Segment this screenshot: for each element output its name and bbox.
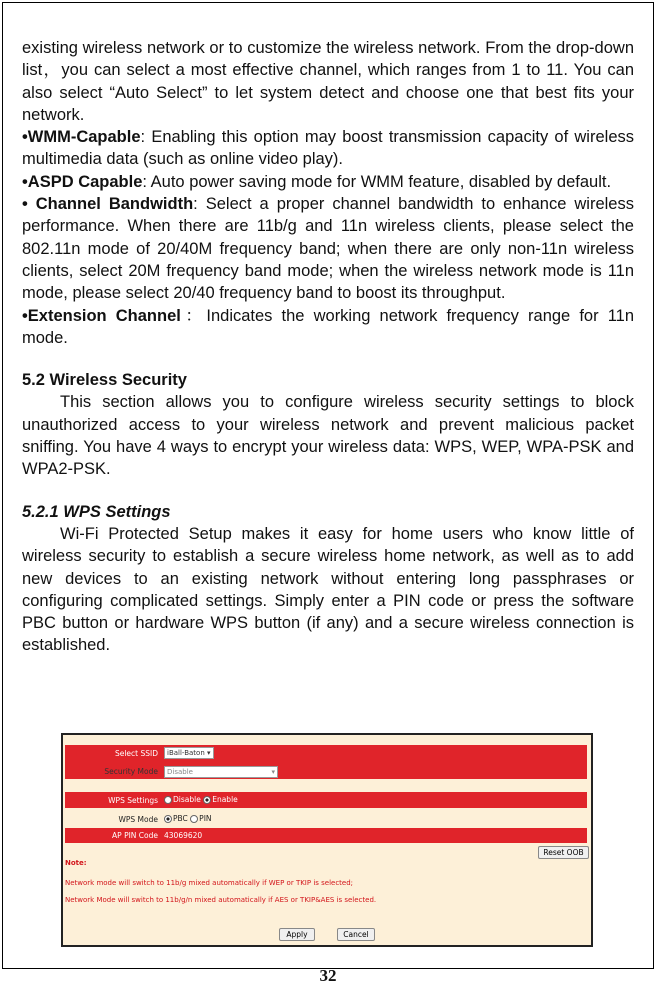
wps-enable-radio[interactable] [203, 796, 211, 804]
bandwidth-term: Channel Bandwidth [35, 195, 194, 214]
ap-pin-value: 43069620 [164, 831, 203, 840]
note-line-1: Network mode will switch to 11b/g mixed automatically if WEP or TKIP is selected; [65, 879, 354, 887]
wps-disable-label: Disable [173, 795, 201, 804]
security-mode-value: Disable [167, 768, 193, 776]
section-heading: 5.2 Wireless Security [22, 371, 187, 390]
note-line-2: Network Mode will switch to 11b/g/n mixed automatically if AES or TKIP&AES is selected. [65, 896, 377, 904]
wmm-bullet [22, 126, 634, 171]
reset-oob-button[interactable]: Reset OOB [538, 846, 589, 859]
bandwidth-text: : Select a proper channel bandwidth to enhance wireless performance. When there are 11b/g and 11n wireless clients, please select the 802.11n mode of 20/40M frequency band; when there are only non-11n wireless clients, select 20M frequency band mode; when the wireless network mode is 11n mode, please select 20/40 frequency band to boost its throughput. [22, 195, 634, 303]
page-number: 32 [319, 966, 337, 985]
wps-mode-label: WPS Mode [118, 815, 158, 824]
intro-paragraph: existing wireless network or to customize the wireless network. From the drop-down list，you can select a most effective channel, which ranges from 1 to 11. You can also select “Auto Select” to let system detect and choose one that best fits your network. [22, 39, 634, 124]
wps-enable-label: Enable [212, 795, 238, 804]
wps-mode-pin-label: PIN [199, 814, 212, 823]
select-ssid-label: Select SSID [114, 749, 158, 758]
wmm-text: : Enabling this option may boost transmission capacity of wireless multimedia data (such as online video play). [22, 128, 634, 169]
security-mode-dropdown[interactable] [164, 766, 278, 778]
bandwidth-bullet [22, 193, 634, 304]
note-title: Note: [65, 859, 87, 867]
chevron-down-icon: ▾ [271, 768, 275, 776]
extension-text: ：Indicates the working network frequency range for 11n mode. [22, 306, 635, 347]
wps-settings-screenshot [61, 733, 593, 947]
ap-pin-label: AP PIN Code [112, 831, 158, 840]
extension-bullet [22, 305, 634, 350]
wps-mode-pbc-label: PBC [173, 814, 188, 823]
security-mode-label: Security Mode [104, 767, 158, 776]
subsection-body: Wi-Fi Protected Setup makes it easy for home users who know little of wireless security to establish a secure wireless home network, as well as to add new devices to an existing network without entering long passphrases or configuring complicated settings. Simply enter a PIN code or press the software PBC button or hardware WPS button (if any) and a secure wireless connection is established. [22, 524, 634, 655]
extension-term: Extension Channel [27, 306, 181, 325]
wps-mode-pbc-radio[interactable] [164, 815, 172, 823]
wmm-term: WMM-Capable [27, 128, 141, 147]
aspd-term: ASPD Capable [27, 172, 143, 191]
wps-disable-radio[interactable] [164, 796, 172, 804]
aspd-text: : Auto power saving mode for WMM feature, disabled by default. [142, 172, 612, 191]
chevron-down-icon: ▾ [207, 749, 211, 757]
cancel-button[interactable]: Cancel [337, 928, 375, 941]
select-ssid-dropdown[interactable] [164, 747, 214, 759]
aspd-bullet [22, 171, 634, 193]
wps-settings-label: WPS Settings [108, 796, 158, 805]
subsection-heading: 5.2.1 WPS Settings [22, 502, 171, 521]
select-ssid-value: iBall-Baton [167, 749, 205, 757]
apply-button[interactable]: Apply [279, 928, 315, 941]
document-body [22, 37, 634, 657]
section-body: This section allows you to configure wireless security settings to block unauthorized access to your wireless network and prevent malicious packet sniffing. You have 4 ways to encrypt your wireless data: WPS, WEP, WPA-PSK and WPA2-PSK. [22, 393, 634, 479]
wps-mode-pin-radio[interactable] [190, 815, 198, 823]
